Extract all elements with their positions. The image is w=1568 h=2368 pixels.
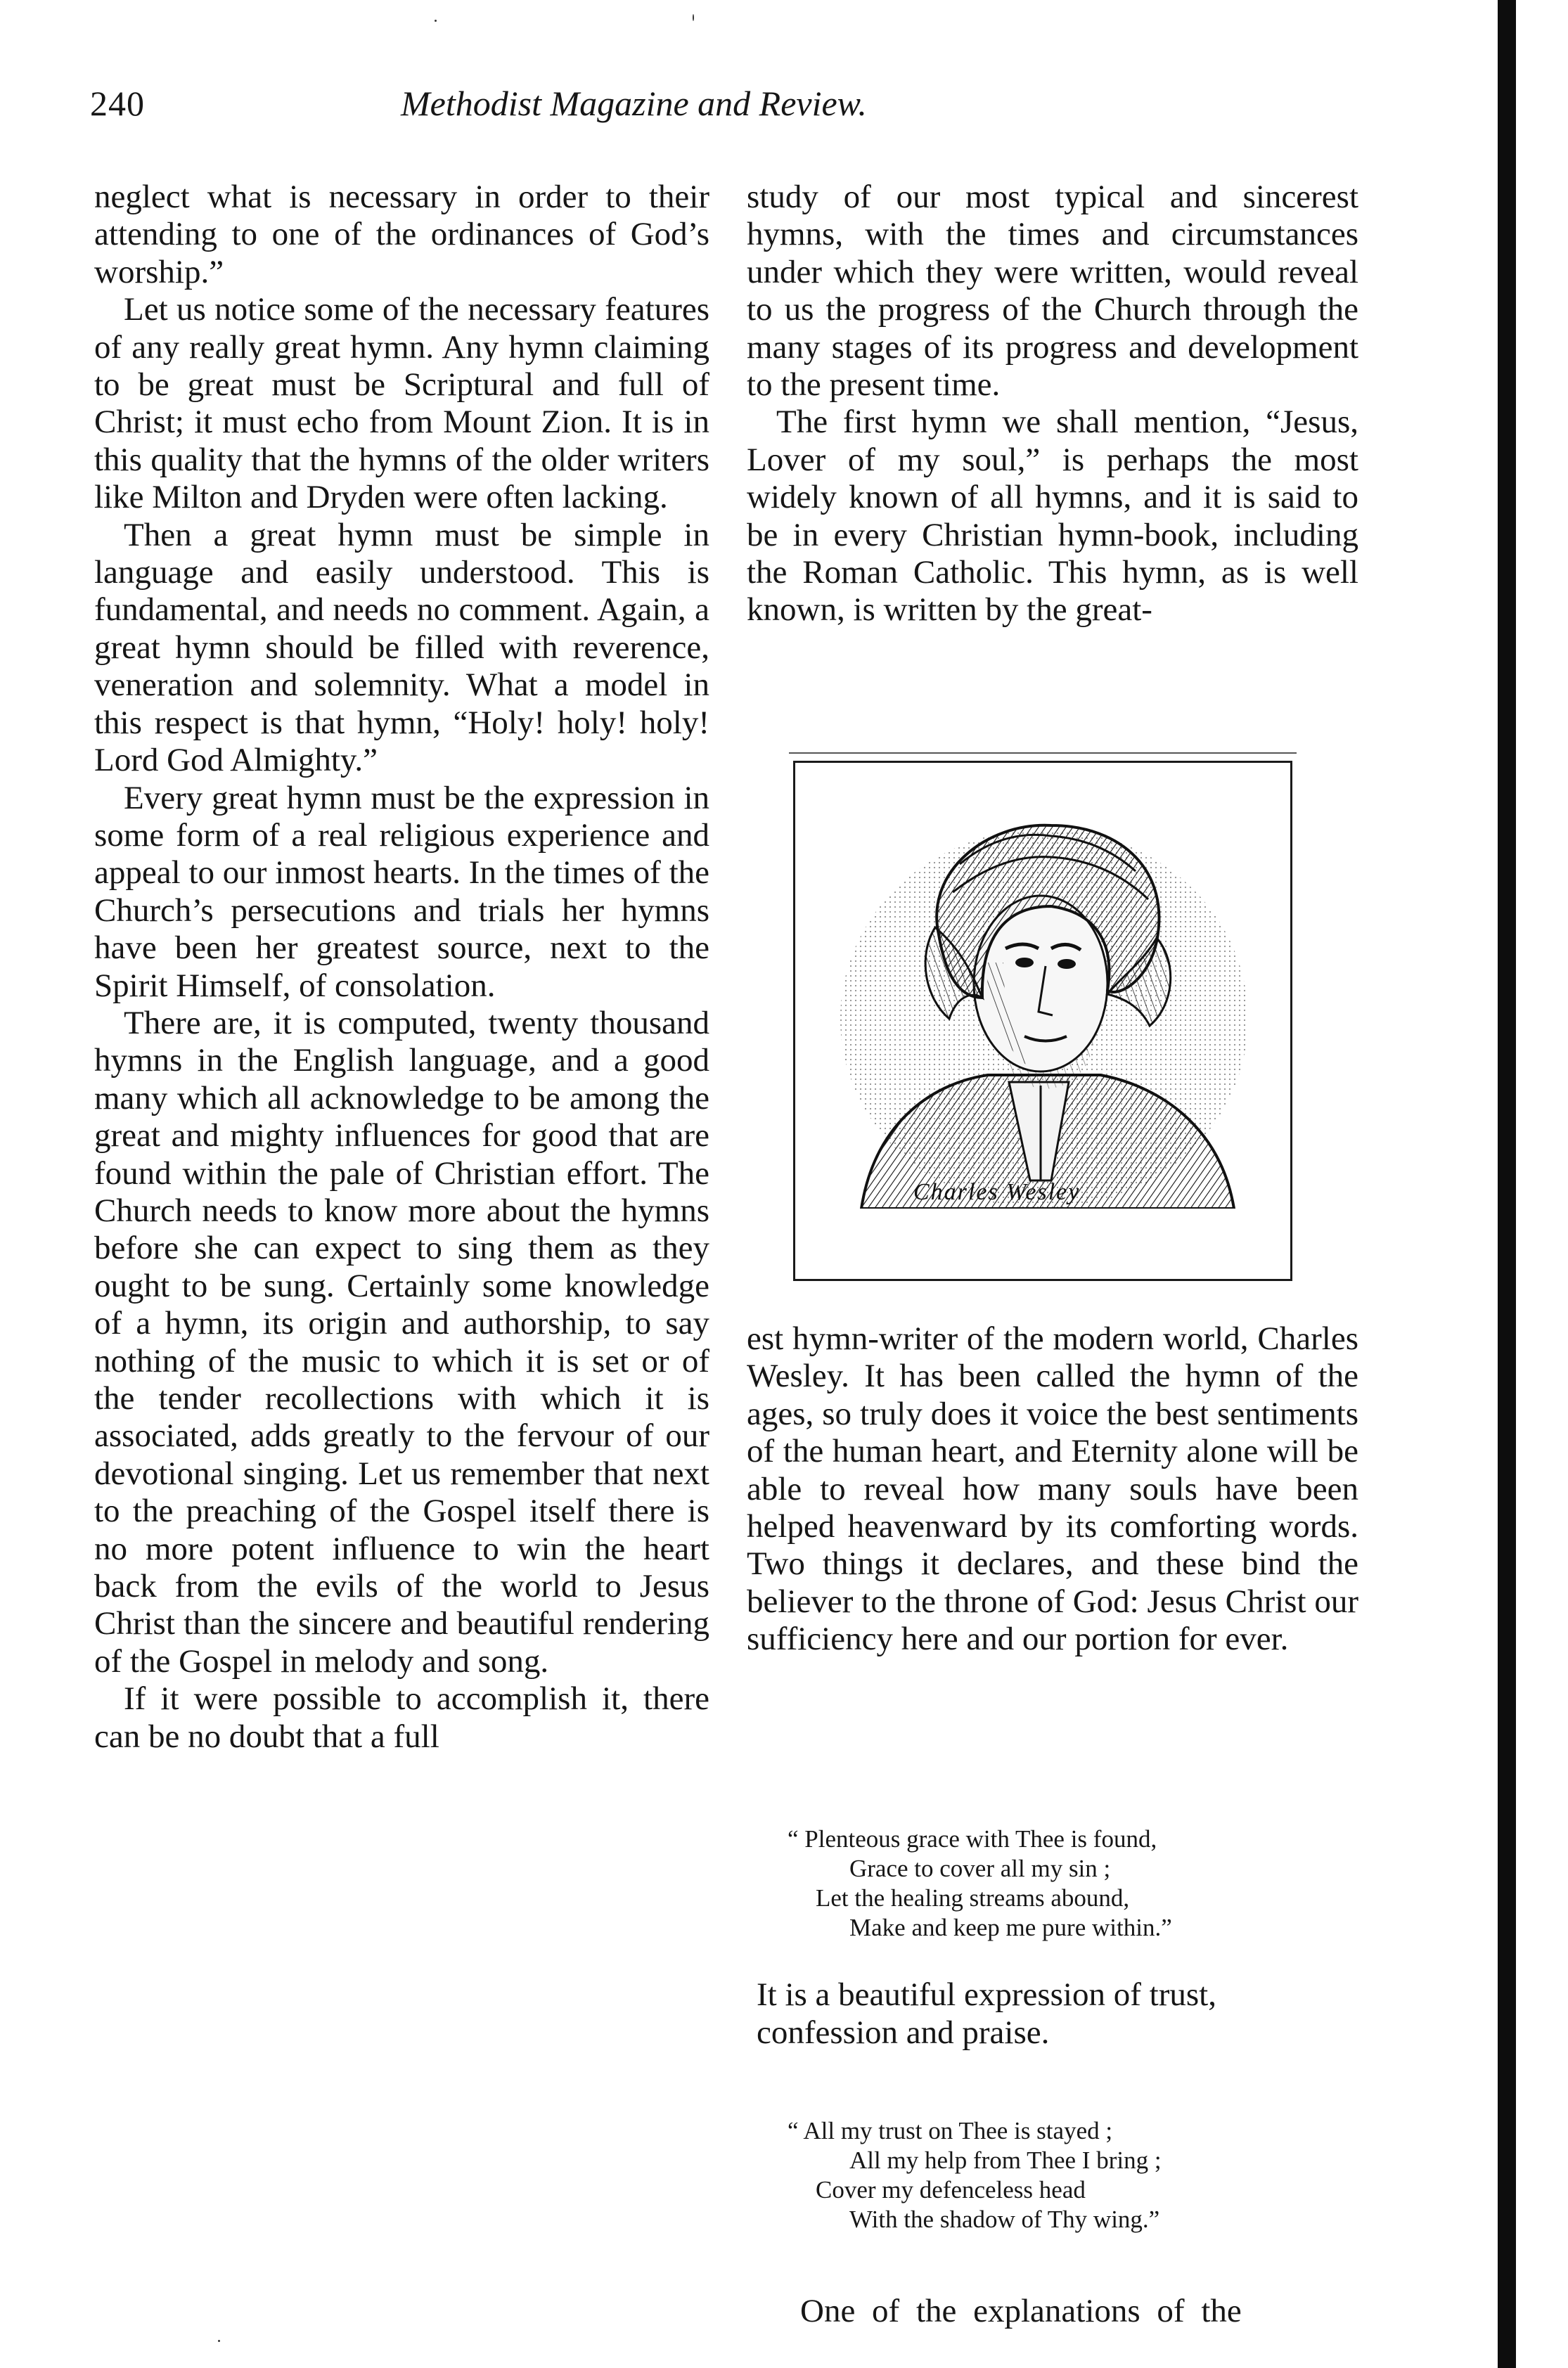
verse-line: All my help from Thee I bring ; bbox=[849, 2147, 1162, 2174]
closing-line: One of the explanations of the bbox=[800, 2293, 1242, 2329]
verse-line: With the shadow of Thy wing.” bbox=[849, 2206, 1160, 2233]
verse-line: Cover my defenceless head bbox=[816, 2176, 1086, 2203]
paragraph: If it were possible to accomplish it, there can be no doubt that a full bbox=[94, 1680, 709, 1755]
verse-line: Make and keep me pure within.” bbox=[849, 1914, 1172, 1941]
print-speck bbox=[435, 20, 437, 22]
right-column-top bbox=[747, 179, 1358, 629]
verse-line: “ Plenteous grace with Thee is found, bbox=[788, 1825, 1157, 1853]
page-number: 240 bbox=[90, 84, 145, 123]
left-column bbox=[94, 179, 709, 1756]
paragraph: Let us notice some of the necessary features of any really great hymn. Any hymn claiming to be great must be Scriptural and full of Christ; it must echo from Mount Zion. It is in this quality that the hymns of the older writers like Milton and Dryden were often lacking. bbox=[94, 291, 709, 516]
paragraph: est hymn-writer of the modern world, Charles Wesley. It has been called the hymn of the ages, so truly does it voice the best sentiments of the human heart, and Eternity alone will be able to reveal how many souls have been helped heavenward by its comforting words. Two things it declares, and these bind the believer to the throne of God: Jesus Christ our sufficiency here and our portion for ever. bbox=[747, 1320, 1358, 1658]
scan-edge-bar bbox=[1498, 0, 1516, 2368]
hymn-verse bbox=[788, 2116, 1350, 2234]
running-title: Methodist Magazine and Review. bbox=[401, 84, 867, 123]
paragraph: The first hymn we shall mention, “Jesus, Lover of my soul,” is perhaps the most widely known of all hymns, and it is said to be in every Christian hymn-book, including the Roman Catholic. This hymn, as is well known, is written by the great- bbox=[747, 404, 1358, 629]
right-column-bottom bbox=[747, 1320, 1358, 1659]
portrait-signature: Charles Wesley bbox=[913, 1179, 1081, 1205]
verse-line: “ All my trust on Thee is stayed ; bbox=[788, 2117, 1113, 2144]
charles-wesley-portrait bbox=[819, 787, 1269, 1209]
paragraph: neglect what is necessary in order to their attending to one of the ordinances of God’s worship.” bbox=[94, 179, 709, 290]
paragraph: It is a beautiful expression of trust, confession and praise. bbox=[757, 1976, 1216, 2051]
interlude-paragraph bbox=[757, 1976, 1361, 2052]
paragraph: Then a great hymn must be simple in language and easily understood. This is fundamental, and needs no comment. Again, a great hymn should be filled with reverence, veneration and solemnity. What a model in this respect is that hymn, “Holy! holy! holy! Lord God Almighty.” bbox=[94, 516, 709, 779]
verse-line: Let the healing streams abound, bbox=[816, 1884, 1130, 1912]
paragraph: Every great hymn must be the expression in some form of a real religious experience and appeal to our inmost hearts. In the times of the Church’s persecutions and trials her hymns have been her greatest source, next to the Spirit Himself, of consolation. bbox=[94, 779, 709, 1004]
hymn-verse bbox=[788, 1825, 1350, 1943]
print-speck bbox=[218, 2340, 220, 2342]
verse-line: Grace to cover all my sin ; bbox=[849, 1855, 1111, 1882]
portrait-frame bbox=[793, 761, 1292, 1281]
paragraph: There are, it is computed, twenty thousand hymns in the English language, and a good many which all acknowledge to be among the great and mighty influences for good that are found within the pale of Christian effort. The Church needs to know more about the hymns before she can expect to sing them as they ought to be sung. Certainly some knowledge of a hymn, its origin and authorship, to say nothing of the music to which it is set or of the tender recollections with which it is associated, adds greatly to the fervour of our devotional singing. Let us remember that next to the preaching of the Gospel itself there is no more potent influence to win the heart back from the evils of the world to Jesus Christ than the sincere and beautiful rendering of the Gospel in melody and song. bbox=[94, 1004, 709, 1680]
frame-rule bbox=[789, 752, 1297, 754]
paragraph: study of our most typical and sincerest hymns, with the times and circumstances under which they were written, would reveal to us the progress of the Church through the many stages of its progress and development to the present time. bbox=[747, 179, 1358, 404]
print-speck bbox=[693, 14, 694, 21]
